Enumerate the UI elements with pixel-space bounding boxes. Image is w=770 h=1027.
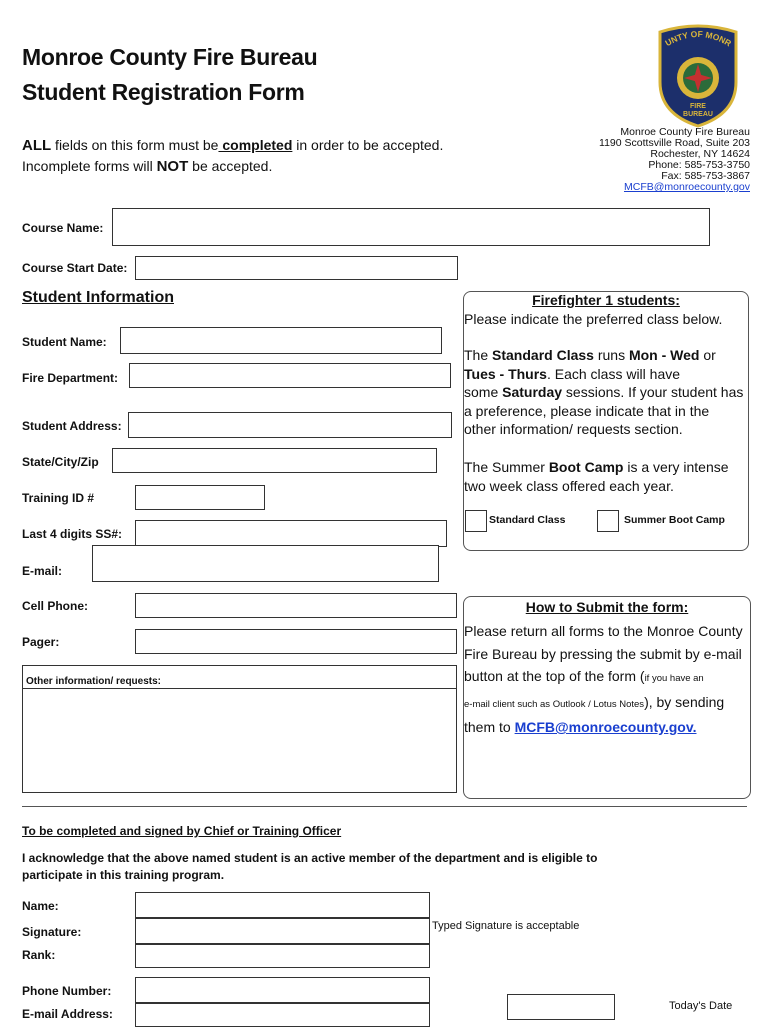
other-info-textarea[interactable] (22, 665, 457, 793)
student-name-label: Student Name: (22, 335, 107, 349)
chief-rank-label: Rank: (22, 948, 56, 962)
section-divider (22, 806, 747, 807)
cell-phone-input[interactable] (135, 593, 457, 618)
ss-digits-input[interactable] (135, 520, 447, 547)
pager-input[interactable] (135, 629, 457, 654)
email-label: E-mail: (22, 564, 63, 578)
acknowledgement-line1: I acknowledge that the above named student is an active member of the department and is eligible to (22, 851, 598, 865)
email-input[interactable] (92, 545, 439, 582)
acknowledgement-line2: participate in this training program. (22, 868, 225, 882)
address-org: Monroe County Fire Bureau (620, 126, 750, 138)
state-city-zip-input[interactable] (112, 448, 437, 473)
boot-camp-label: Summer Boot Camp (624, 514, 725, 526)
address-phone: Phone: 585-753-3750 (648, 159, 750, 171)
course-name-label: Course Name: (22, 221, 104, 235)
student-address-label: Student Address: (22, 419, 122, 433)
svg-text:FIRE: FIRE (690, 103, 706, 110)
chief-email-input[interactable] (135, 1003, 430, 1027)
course-start-label: Course Start Date: (22, 261, 128, 275)
chief-signature-input[interactable] (135, 918, 430, 944)
bureau-address (530, 127, 750, 193)
form-title-line1: Monroe County Fire Bureau (22, 44, 318, 70)
chief-heading: To be completed and signed by Chief or Training Officer (22, 824, 342, 838)
student-info-heading: Student Information (22, 289, 174, 306)
state-city-zip-label: State/City/Zip (22, 455, 99, 469)
intro-line2: Incomplete forms will NOT be accepted. (22, 158, 273, 175)
svg-text:BUREAU: BUREAU (683, 111, 713, 118)
address-email-link[interactable]: MCFB@monroecounty.gov (623, 181, 750, 193)
boot-camp-checkbox[interactable] (597, 510, 619, 532)
training-id-label: Training ID # (22, 491, 95, 505)
chief-phone-label: Phone Number: (22, 984, 112, 998)
cell-phone-label: Cell Phone: (22, 599, 89, 613)
todays-date-input[interactable] (507, 994, 615, 1020)
fire-department-input[interactable] (129, 363, 451, 388)
address-street: 1190 Scottsville Road, Suite 203 (599, 137, 750, 149)
intro-line1: ALL fields on this form must be completed in order to be accepted. (22, 137, 444, 154)
chief-name-label: Name: (22, 899, 59, 913)
course-name-input[interactable] (112, 208, 710, 246)
student-address-input[interactable] (128, 412, 452, 438)
submit-email-link[interactable]: MCFB@monroecounty.gov. (514, 719, 697, 735)
submit-instructions: Please return all forms to the Monroe County Fire Bureau by pressing the submit by e-mail button at the top of the form (if you have an e-mail client such as Outlook / Lotus Notes), by sending them to MCFB@monroecounty.gov. (464, 623, 743, 735)
firefighter1-line1: Please indicate the preferred class below. (464, 311, 723, 327)
todays-date-label: Today's Date (669, 1000, 733, 1012)
address-city: Rochester, NY 14624 (650, 148, 750, 160)
firefighter1-bootcamp: The Summer Boot Camp is a very intense two week class offered each year. (464, 459, 729, 494)
address-fax: Fax: 585-753-3867 (661, 170, 750, 182)
chief-rank-input[interactable] (135, 944, 430, 968)
other-info-label: Other information/ requests: (26, 676, 162, 687)
training-id-input[interactable] (135, 485, 265, 510)
svg-text:COUNTY OF MONROE: UNTY OF MONR (663, 28, 734, 49)
course-start-date-input[interactable] (135, 256, 458, 280)
chief-signature-label: Signature: (22, 925, 82, 939)
student-name-input[interactable] (120, 327, 442, 354)
standard-class-label: Standard Class (489, 514, 566, 526)
submit-heading: How to Submit the form: (525, 599, 689, 615)
form-title-line2: Student Registration Form (22, 79, 305, 105)
standard-class-checkbox[interactable] (465, 510, 487, 532)
firefighter1-heading: Firefighter 1 students: (532, 292, 680, 308)
fire-department-label: Fire Department: (22, 371, 119, 385)
chief-phone-input[interactable] (135, 977, 430, 1003)
typed-signature-note: Typed Signature is acceptable (432, 920, 580, 932)
pager-label: Pager: (22, 635, 60, 649)
chief-name-input[interactable] (135, 892, 430, 918)
firefighter1-schedule: The Standard Class runs Mon - Wed or Tues - Thurs. Each class will have some Saturday sessions. If your student has a preference, please indicate that in the other information/ requests section. (464, 347, 744, 437)
fire-bureau-logo (652, 22, 744, 128)
chief-email-label: E-mail Address: (22, 1007, 113, 1021)
ss-digits-label: Last 4 digits SS#: (22, 527, 123, 541)
